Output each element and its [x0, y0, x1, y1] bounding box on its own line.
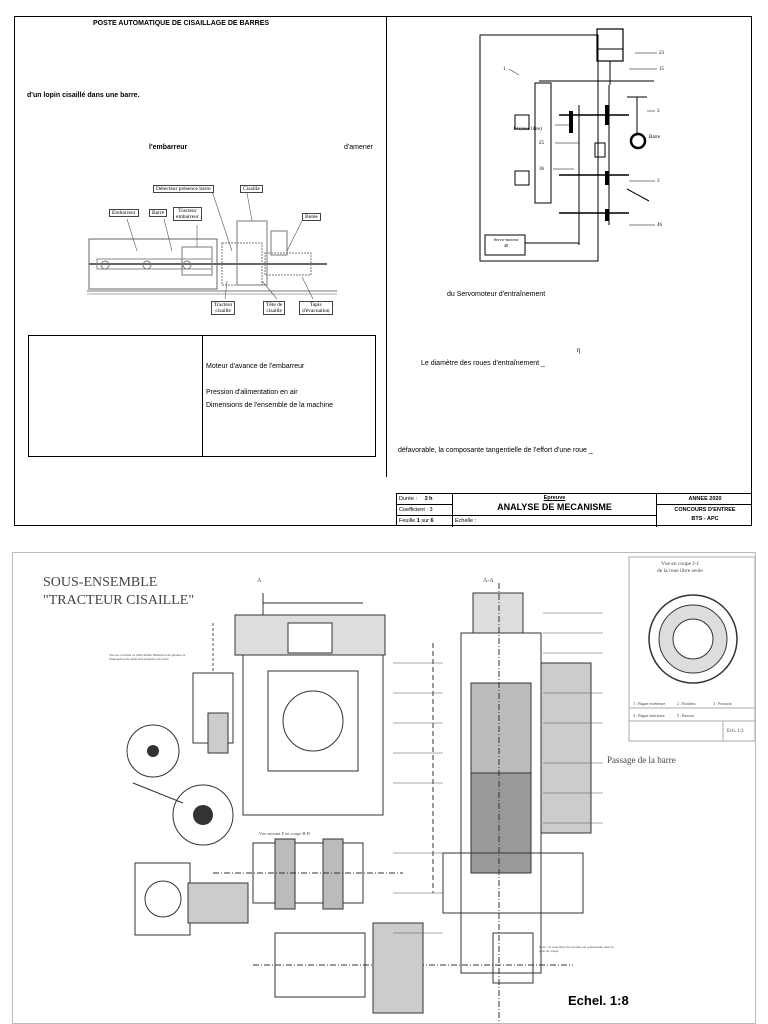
view-label-bb: Vue suivant F en coupe B-B [259, 831, 310, 836]
label-tapis-line1: Tapis [309, 302, 322, 308]
scale-label: Echel. 1:8 [568, 993, 629, 1008]
defavorable-text-fragment: défavorable, la composante tangentielle de l'effort d'une roue _ [398, 447, 593, 454]
top-note: Vue de contrôle ce dôtil défini. Béhavion de pilaster et interruption de détection présence de barre [109, 653, 186, 661]
label-tete-cisaille-line2: cisaille [266, 308, 282, 314]
eta-symbol: η [577, 348, 581, 354]
tb-concours [657, 505, 751, 527]
view-label-aa: A-A [483, 578, 494, 584]
tb-feuille-label: Feuille [399, 518, 416, 524]
tb-feuille-num: 1 [416, 518, 420, 524]
inset-title-line2: de la roue libre seule [657, 568, 703, 574]
tb-feuille-sur: sur [421, 518, 429, 524]
tb-exam-title: ANALYSE DE MECANISME [497, 502, 612, 512]
kinematic-drawing [479, 25, 689, 271]
inset-legend-1: 1 : Bague extérieure [633, 701, 666, 706]
page-title: POSTE AUTOMATIQUE DE CISAILLAGE DE BARRES [93, 20, 270, 27]
label-tete-cisaille-line1: Tête de [266, 302, 283, 308]
table-column-separator [202, 336, 203, 456]
label-tete-cisaille [263, 301, 285, 315]
embarreur-text-fragment: l'embarreur [149, 144, 188, 151]
label-embarreur: Embarreur [109, 209, 139, 217]
label-butee: Butée [302, 213, 321, 221]
inset-title-line1: Vue en coupe J-J [661, 561, 699, 567]
specifications-table [28, 335, 376, 457]
tb-concours-line1: CONCOURS D'ENTREE [674, 507, 736, 513]
label-tapis-line2: d'évacuation [302, 308, 330, 314]
passage-barre-label: Passage de la barre [607, 755, 676, 765]
kin-label-36: 36 [539, 167, 544, 172]
title-block [396, 493, 752, 526]
tb-duree [397, 494, 453, 505]
drawing-sheet-page-2 [12, 552, 756, 1024]
label-tracteur-embarreur-line1: Tracteur [178, 208, 197, 214]
label-tracteur-cisaille [211, 301, 235, 315]
inset-title [657, 561, 703, 575]
kin-label-3a: 3 [657, 109, 660, 114]
kin-label-barre: Barre [649, 135, 661, 140]
label-tapis [299, 301, 333, 315]
kin-label-1: 1 [503, 67, 506, 72]
diametre-text-fragment: Le diamètre des roues d'entraînement _ [421, 360, 545, 367]
view-label-a: A [257, 578, 262, 584]
label-barre: Barre [149, 209, 167, 217]
inset-legend-5: 5 : Ressort [677, 713, 695, 718]
machine-schematic [87, 181, 357, 323]
tb-feuille [397, 516, 453, 527]
label-cisaille: Cisaille [240, 185, 263, 193]
tb-concours-line2: BTS - APC [691, 516, 719, 522]
kin-label-servo-line2: 48 [503, 243, 509, 248]
kin-label-servo-line1: Servo-moteur [493, 237, 519, 242]
kin-label-14: 14 (roue libre) [513, 127, 542, 132]
inset-legend-4: 4 : Bague intérieure [633, 713, 665, 718]
tb-epreuve-label: Epreuve [543, 495, 566, 501]
inset-scale: Ech. 1:2 [727, 729, 744, 734]
tb-duree-label: Durée : [399, 496, 418, 502]
kin-label-3b: 3 [657, 179, 660, 184]
tb-feuille-total: 6 [430, 518, 434, 524]
exam-sheet-page-1 [14, 16, 752, 526]
label-tracteur-embarreur-line2: embarreur [176, 214, 199, 220]
spec-row-pression: Pression d'alimentation en air [206, 389, 298, 396]
label-tracteur-cisaille-line1: Tracteur [214, 302, 233, 308]
inset-legend-2: 2 : Rouleau [677, 701, 696, 706]
kin-label-servo [487, 237, 525, 249]
bottom-note: Note : la roue libre du tracteur est représentée dans le plan de coupe [539, 945, 614, 953]
spec-row-moteur: Moteur d'avance de l'embarreur [206, 363, 305, 370]
column-divider [386, 17, 387, 477]
label-tracteur-cisaille-line2: cisaille [215, 308, 231, 314]
spec-row-dimensions: Dimensions de l'ensemble de la machine [206, 402, 334, 409]
amener-text-fragment: d'amener [344, 144, 373, 151]
assembly-drawing [13, 553, 756, 1024]
assembly-title-line1: SOUS-ENSEMBLE [43, 575, 158, 590]
kin-label-15: 15 [659, 67, 664, 72]
servo-text-fragment: du Servomoteur d'entraînement [447, 291, 546, 298]
intro-text-fragment: d'un lopin cisaillé dans une barre. [27, 92, 140, 99]
label-detecteur: Détecteur présence barre [153, 185, 214, 193]
kin-label-25: 25 [539, 141, 544, 146]
label-tracteur-embarreur [173, 207, 202, 221]
kin-label-46: 46 [657, 223, 662, 228]
tb-duree-value: 3 h [424, 496, 433, 502]
inset-legend-3: 3 : Poussoir [713, 701, 732, 706]
assembly-title-line2: "TRACTEUR CISAILLE" [43, 593, 195, 608]
tb-annee: ANNEE 2020 [657, 494, 751, 505]
tb-epreuve [453, 494, 657, 516]
kinematic-schematic [479, 25, 689, 271]
kin-label-23: 23 [659, 51, 664, 56]
tb-coefficient: Coefficient : 3 [397, 505, 453, 516]
tb-echelle: Echelle : [453, 516, 657, 527]
